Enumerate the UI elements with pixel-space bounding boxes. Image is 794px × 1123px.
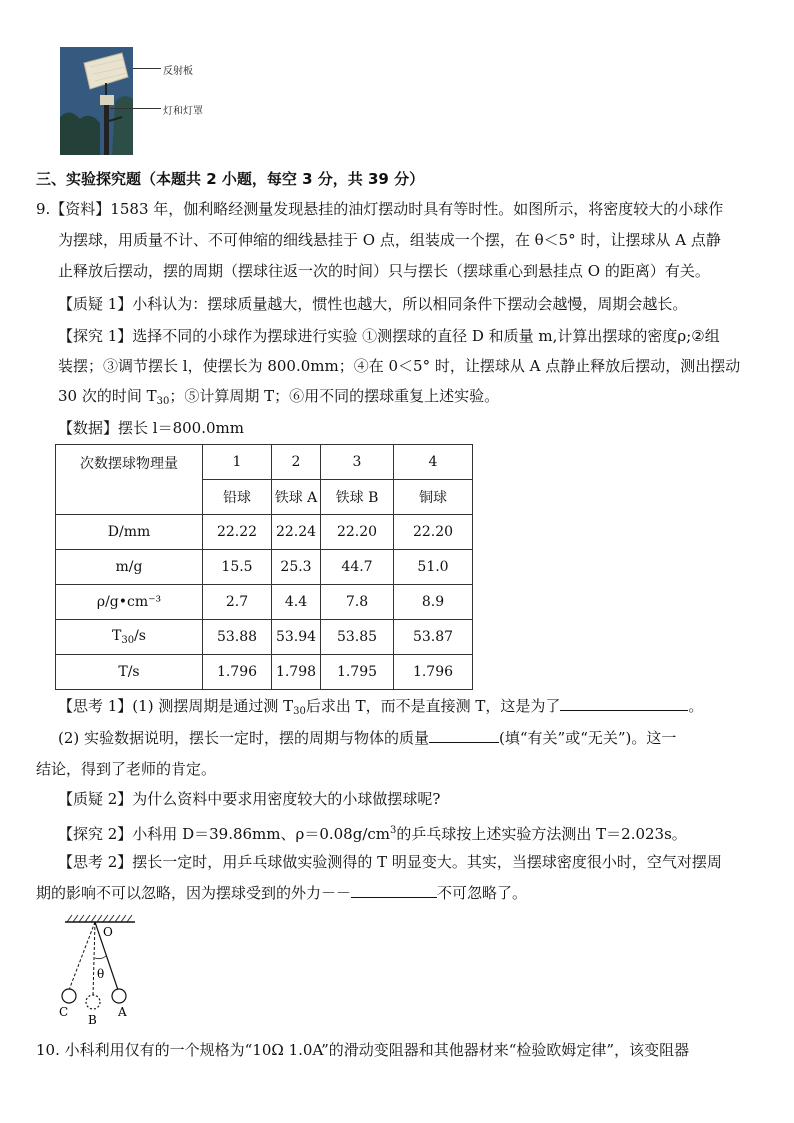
table-cell: 1.796	[203, 655, 272, 690]
table-header-label: 次数摆球物理量	[56, 445, 203, 515]
label-o: O	[103, 925, 113, 939]
q9-think-2-line-2: 期的影响不可以忽略，因为摆球受到的外力－－ 不可忽略了。	[36, 884, 528, 902]
table-cell: 22.22	[203, 515, 272, 550]
q9-think-2-line-1: 【思考 2】摆长一定时，用乒乓球做实验测得的 T 明显变大。其实，当摆球密度很小时，空气对摆周	[58, 853, 722, 871]
q9-explore-1-line-1: 【探究 1】选择不同的小球作为摆球进行实验 ①测摆球的直径 D 和质量 m,计算出摆球的密度ρ;②组	[58, 327, 720, 345]
table-cell: 1.795	[321, 655, 394, 690]
table-row	[56, 550, 473, 585]
answer-blank-2[interactable]	[429, 728, 499, 743]
table-cell: 7.8	[321, 585, 394, 620]
label-a: A	[118, 1005, 127, 1019]
pendulum-diagram	[55, 910, 145, 1030]
table-row	[56, 655, 473, 690]
table-row	[56, 515, 473, 550]
ball-c	[62, 989, 76, 1003]
table-cell: 53.85	[321, 620, 394, 655]
table-cell: 44.7	[321, 550, 394, 585]
trial-number: 3	[321, 445, 394, 480]
answer-blank-3[interactable]	[351, 883, 437, 898]
q9-doubt-1: 【质疑 1】小科认为：摆球质量越大，惯性也越大，所以相同条件下摆动会越慢，周期会越长。	[58, 295, 688, 313]
q9-think-1-line-3: 结论，得到了老师的肯定。	[36, 760, 217, 778]
row-label: ρ/g•cm⁻³	[56, 585, 203, 620]
street-lamp-illustration	[60, 47, 133, 155]
trial-number: 1	[203, 445, 272, 480]
answer-blank-1[interactable]	[560, 696, 688, 711]
table-row	[56, 620, 473, 655]
trial-number: 4	[394, 445, 473, 480]
q9-data-label: 【数据】摆长 l＝800.0mm	[58, 419, 244, 437]
row-label: m/g	[56, 550, 203, 585]
table-cell: 22.20	[321, 515, 394, 550]
table-cell: 53.87	[394, 620, 473, 655]
table-cell: 25.3	[272, 550, 321, 585]
table-cell: 15.5	[203, 550, 272, 585]
pendulum-data-table	[55, 444, 473, 690]
q9-explore-2: 【探究 2】小科用 D＝39.86mm、$\rho=0.08g/cm^3$的乒乓球按上述实验方法测出 T＝2.023s。	[58, 825, 687, 843]
ball-name: 铜球	[394, 480, 473, 515]
table-row	[56, 585, 473, 620]
table-cell: 53.88	[203, 620, 272, 655]
table-cell: 2.7	[203, 585, 272, 620]
q9-explore-1-line-3: 30 次的时间 $T_{30}$；⑤计算周期 T；⑥用不同的摆球重复上述实验。	[58, 387, 500, 407]
table-cell: 4.4	[272, 585, 321, 620]
table-cell: 53.94	[272, 620, 321, 655]
trial-number: 2	[272, 445, 321, 480]
table-cell: 1.798	[272, 655, 321, 690]
q9-think-1-line-2: (2) 实验数据说明，摆长一定时，摆的周期与物体的质量 (填“有关”或“无关”)。这一	[58, 729, 677, 747]
ball-b	[86, 995, 100, 1009]
label-theta: θ	[97, 967, 105, 981]
lamp-pointer-line	[110, 108, 161, 109]
label-c: C	[59, 1005, 69, 1019]
table-cell: 8.9	[394, 585, 473, 620]
ball-name: 铁球 A	[272, 480, 321, 515]
table-cell: 51.0	[394, 550, 473, 585]
q10-line-1: 10. 小科利用仅有的一个规格为“10Ω 1.0A”的滑动变阻器和其他器材来“检验欧姆定律”，该变阻器	[36, 1041, 690, 1059]
reflector-pointer-line	[133, 68, 161, 69]
table-cell: 22.20	[394, 515, 473, 550]
reflector-label: 反射板	[163, 66, 193, 77]
row-label: D/mm	[56, 515, 203, 550]
row-label: T/s	[56, 655, 203, 690]
q9-line-2: 为摆球，用质量不计、不可伸缩的细线悬挂于 O 点，组装成一个摆，在 θ＜5° 时，让摆球从 A 点静	[58, 231, 721, 249]
q9-think-1-line-1: 【思考 1】(1) 测摆周期是通过测 $T_{30}$后求出 T，而不是直接测 T，这是为了 。	[58, 697, 704, 717]
table-header-row	[56, 445, 473, 480]
row-label: $T_{30}/s$	[56, 620, 203, 655]
q9-line-3: 止释放后摆动，摆的周期（摆球往返一次的时间）只与摆长（摆球重心到悬挂点 O 的距离）有关。	[58, 262, 710, 280]
ball-name: 铅球	[203, 480, 272, 515]
label-b: B	[88, 1013, 97, 1027]
q9-explore-1-line-2: 装摆；③调节摆长 l，使摆长为 800.0mm；④在 0＜5° 时，让摆球从 A 点静止释放后摆动，测出摆动	[58, 357, 741, 375]
table-cell: 22.24	[272, 515, 321, 550]
lamp-label: 灯和灯罩	[163, 106, 203, 117]
q9-doubt-2: 【质疑 2】为什么资料中要求用密度较大的小球做摆球呢?	[58, 790, 441, 808]
table-cell: 1.796	[394, 655, 473, 690]
street-lamp-photo	[60, 47, 133, 155]
q9-line-1: 9.【资料】1583 年，伽利略经测量发现悬挂的油灯摆动时具有等时性。如图所示，将密度较大的小球作	[36, 200, 724, 218]
ball-name: 铁球 B	[321, 480, 394, 515]
ball-a	[112, 989, 126, 1003]
section-title: 三、实验探究题（本题共 2 小题，每空 3 分，共 39 分）	[36, 170, 425, 188]
